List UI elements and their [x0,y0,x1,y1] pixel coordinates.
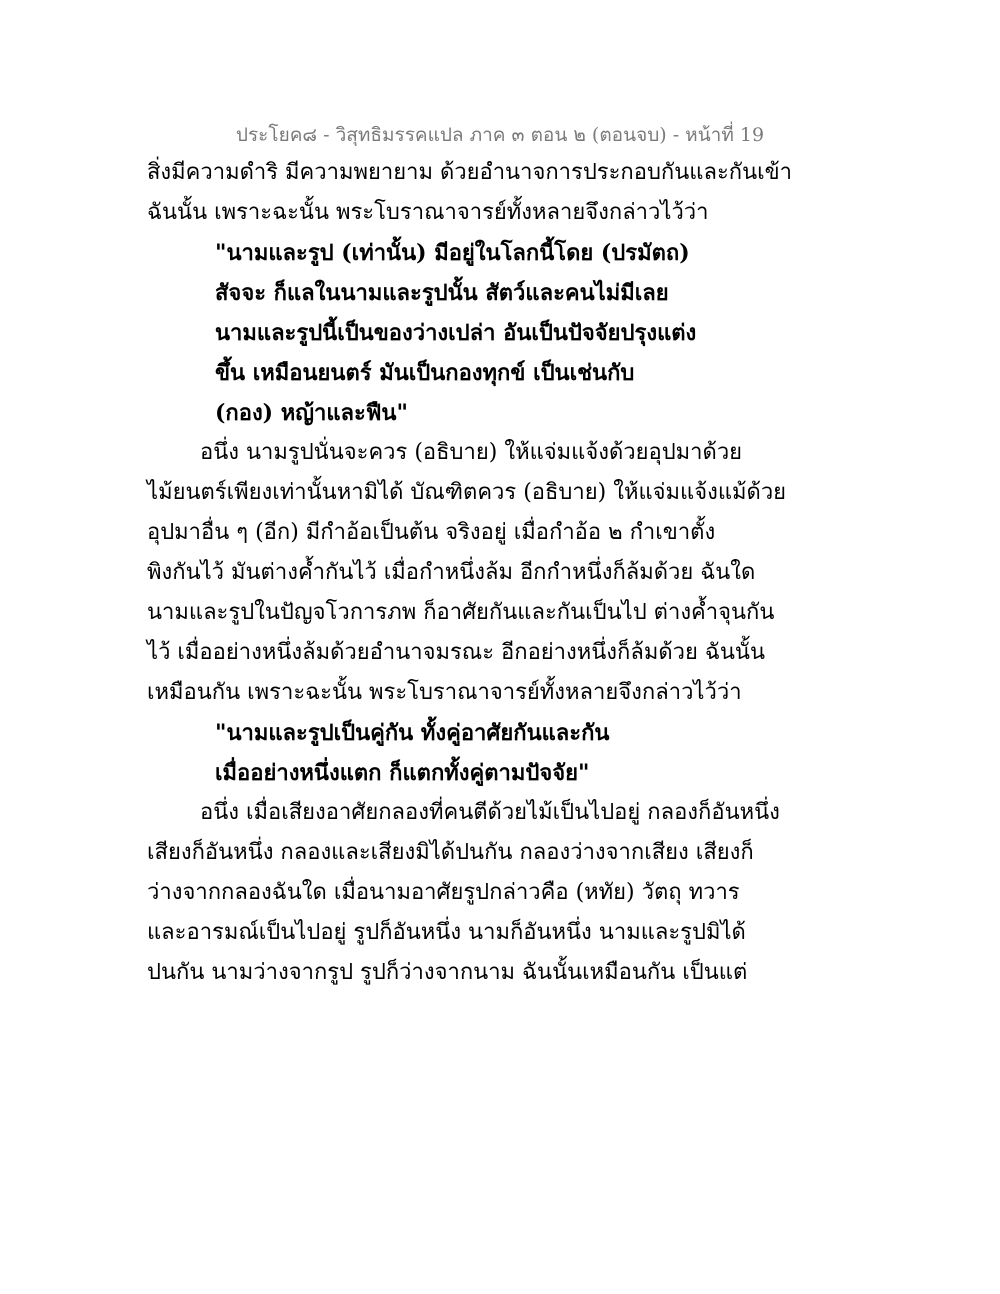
paragraph-line: เสียงก็อันหนึ่ง กลองและเสียงมิได้ปนกัน กลองว่างจากเสียง เสียงก็ [147,840,754,865]
paragraph-line: และอารมณ์เป็นไปอยู่ รูปก็อันหนึ่ง นามก็อันหนึ่ง นามและรูปมิได้ [147,920,746,945]
verse-line: "นามและรูป (เท่านั้น) มีอยู่ในโลกนี้โดย (ปรมัตถ) [215,240,690,266]
verse-line: ขึ้น เหมือนยนตร์ มันเป็นกองทุกข์ เป็นเช่นกับ [215,360,635,386]
paragraph-line: อนึ่ง นามรูปนั่นจะควร (อธิบาย) ให้แจ่มแจ้งด้วยอุปมาด้วย [200,440,743,465]
paragraph-line: สิ่งมีความดำริ มีความพยายาม ด้วยอำนาจการประกอบกันและกันเข้า [147,160,793,185]
paragraph-line: อนึ่ง เมื่อเสียงอาศัยกลองที่คนตีด้วยไม้เป็นไปอยู่ กลองก็อันหนึ่ง [200,800,780,825]
paragraph-line: พิงกันไว้ มันต่างค้ำกันไว้ เมื่อกำหนึ่งล้ม อีกกำหนึ่งก็ล้มด้วย ฉันใด [147,560,756,585]
paragraph-line: นามและรูปในปัญจโวการภพ ก็อาศัยกันและกันเป็นไป ต่างค้ำจุนกัน [147,600,775,625]
paragraph-line: ว่างจากกลองฉันใด เมื่อนามอาศัยรูปกล่าวคือ (หทัย) วัตถุ ทวาร [147,880,740,905]
paragraph-line: ไม้ยนตร์เพียงเท่านั้นหามิได้ บัณฑิตควร (อธิบาย) ให้แจ่มแจ้งแม้ด้วย [147,480,787,505]
verse-line: (กอง) หญ้าและฟืน" [215,400,408,426]
paragraph-line: อุปมาอื่น ๆ (อีก) มีกำอ้อเป็นต้น จริงอยู่ เมื่อกำอ้อ ๒ กำเขาตั้ง [147,520,716,545]
paragraph-line: ปนกัน นามว่างจากรูป รูปก็ว่างจากนาม ฉันนั้นเหมือนกัน เป็นแต่ [147,960,748,985]
paragraph-line: ฉันนั้น เพราะฉะนั้น พระโบราณาจารย์ทั้งหลายจึงกล่าวไว้ว่า [147,200,709,225]
verse-line: สัจจะ ก็แลในนามและรูปนั้น สัตว์และคนไม่มีเลย [215,280,669,306]
verse-line: เมื่ออย่างหนึ่งแตก ก็แตกทั้งคู่ตามปัจจัย" [215,760,590,786]
verse-line: นามและรูปนี้เป็นของว่างเปล่า อันเป็นปัจจัยปรุงแต่ง [215,320,697,346]
paragraph-line: ไว้ เมื่ออย่างหนึ่งล้มด้วยอำนาจมรณะ อีกอย่างหนึ่งก็ล้มด้วย ฉันนั้น [147,640,765,665]
paragraph-line: เหมือนกัน เพราะฉะนั้น พระโบราณาจารย์ทั้งหลายจึงกล่าวไว้ว่า [147,680,742,705]
verse-line: "นามและรูปเป็นคู่กัน ทั้งคู่อาศัยกันและกัน [215,720,610,746]
page-header: ประโยค๘ - วิสุทธิมรรคแปล ภาค ๓ ตอน ๒ (ตอนจบ) - หน้าที่ 19 [235,124,765,146]
